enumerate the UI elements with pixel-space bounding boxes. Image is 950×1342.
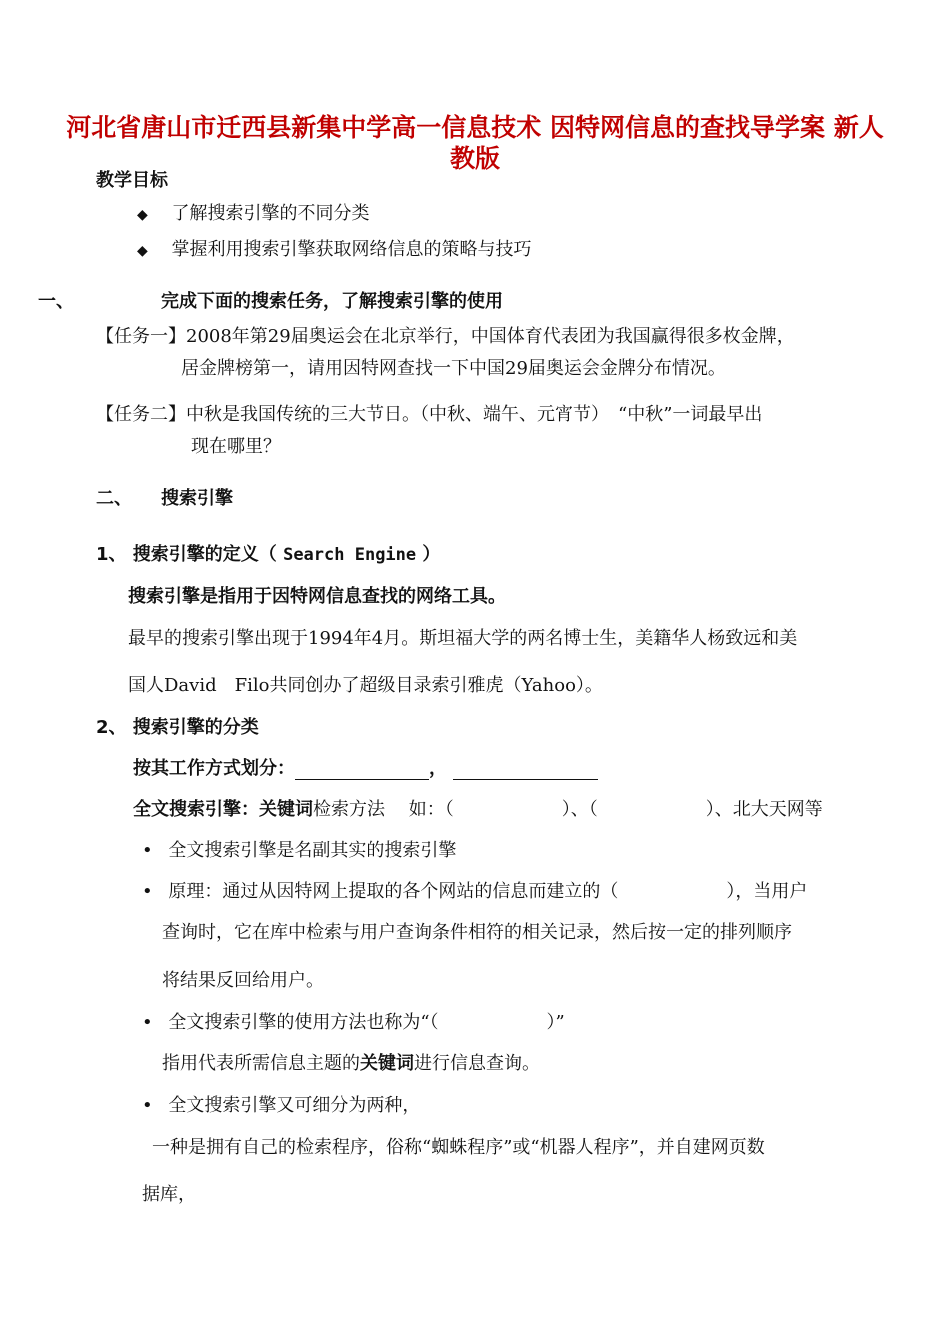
task-one-line: 【任务一】2008年第29届奥运会在北京举行，中国体育代表团为我国赢得很多枚金牌， [96, 326, 795, 347]
list-item: • 全文搜索引擎又可细分为两种， [142, 1095, 421, 1116]
diamond-bullet-icon: ◆ [137, 243, 148, 259]
classification-heading: 2、 搜索引擎的分类 [96, 717, 259, 738]
list-item: • 全文搜索引擎是名副其实的搜索引擎 [142, 840, 457, 861]
list-item: • 原理：通过从因特网上提取的各个网站的信息而建立的（ ），当用户 [142, 881, 808, 902]
list-item-continuation: 指用代表所需信息主题的关键词进行信息查询。 [162, 1053, 540, 1074]
objectives-heading: 教学目标 [96, 170, 168, 191]
task-two-line: 【任务二】中秋是我国传统的三大节日。（中秋、端午、元宵节） “中秋”一词最早出 [96, 404, 763, 425]
section-number: 一、 [38, 291, 74, 312]
blank-field [453, 761, 598, 780]
definition-text: 搜索引擎是指用于因特网信息查找的网络工具。 [128, 586, 506, 607]
bullet-dot-icon: • [142, 1095, 153, 1116]
section-number: 二、 [96, 488, 132, 509]
history-line: 最早的搜索引擎出现于1994年4月。斯坦福大学的两名博士生，美籍华人杨致远和美 [128, 628, 798, 649]
bullet-dot-icon: • [142, 881, 153, 902]
objective-item: ◆ 了解搜索引擎的不同分类 [137, 203, 370, 224]
definition-heading: 1、 搜索引擎的定义（ Search Engine ） [96, 544, 441, 565]
history-line: 国人David Filo共同创办了超级目录索引雅虎（Yahoo）。 [128, 675, 603, 696]
section-title: 搜索引擎 [161, 488, 233, 509]
task-two-line: 现在哪里？ [191, 436, 281, 457]
list-item-continuation: 一种是拥有自己的检索程序，俗称“蜘蛛程序”或“机器人程序”，并自建网页数 [152, 1137, 765, 1158]
list-item: • 全文搜索引擎的使用方法也称为“（ ）” [142, 1012, 565, 1033]
fulltext-line: 全文搜索引擎：关键词检索方法 如：（ ）、（ ）、北大天网等 [133, 799, 823, 820]
document-title: 河北省唐山市迁西县新集中学高一信息技术 因特网信息的查找导学案 新人教版 [66, 113, 884, 173]
objective-item: ◆ 掌握利用搜索引擎获取网络信息的策略与技巧 [137, 239, 532, 260]
list-item-continuation: 据库， [142, 1184, 196, 1205]
bullet-dot-icon: • [142, 1012, 153, 1033]
diamond-bullet-icon: ◆ [137, 207, 148, 223]
section-title: 完成下面的搜索任务，了解搜索引擎的使用 [161, 291, 503, 312]
bullet-dot-icon: • [142, 840, 153, 861]
classification-way: 按其工作方式划分： ， [133, 754, 598, 780]
blank-field [295, 761, 429, 780]
list-item-continuation: 查询时，它在库中检索与用户查询条件相符的相关记录，然后按一定的排列顺序 [162, 922, 792, 943]
task-one-line: 居金牌榜第一，请用因特网查找一下中国29届奥运会金牌分布情况。 [181, 358, 726, 379]
list-item-continuation: 将结果反回给用户。 [162, 970, 324, 991]
